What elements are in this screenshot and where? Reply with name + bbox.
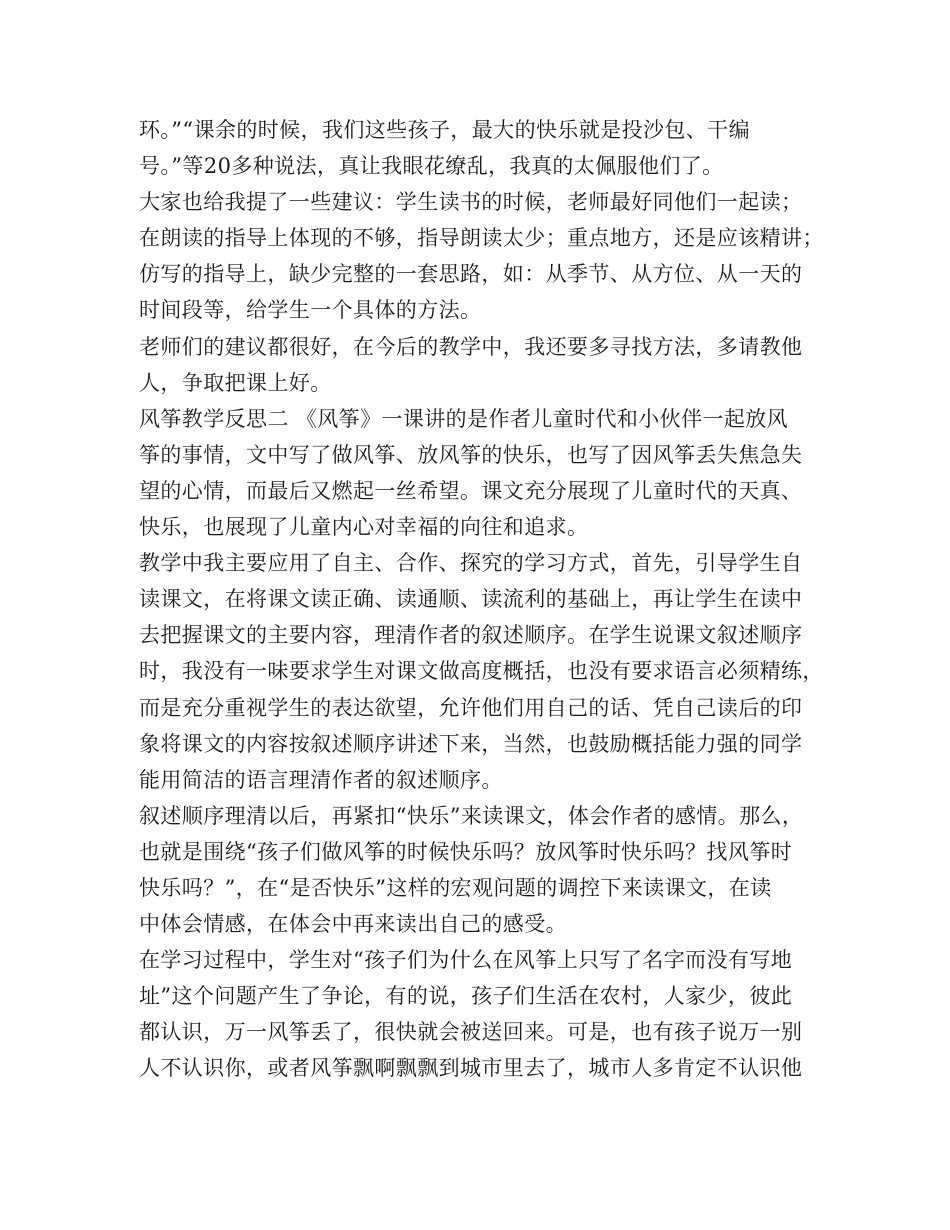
text-line: 在朗读的指导上体现的不够，指导朗读太少；重点地方，还是应该精讲； — [139, 226, 824, 251]
text-line: 环。”“课余的时候，我们这些孩子，最大的快乐就是投沙包、干编 — [139, 118, 750, 142]
body-text — [139, 112, 839, 1087]
text-line: 大家也给我提了一些建议：学生读书的时候，老师最好同他们一起读； — [139, 190, 803, 215]
text-line: 址”这个问题产生了争论，有的说，孩子们生活在农村，人家少，彼此 — [139, 984, 793, 1009]
text-line: 中体会情感，在体会中再来读出自己的感受。 — [139, 912, 567, 937]
text-line: 时，我没有一味要求学生对课文做高度概括，也没有要求语言必须精练， — [139, 659, 824, 684]
text-line: 快乐吗？”，在“是否快乐”这样的宏观问题的调控下来读课文，在读 — [139, 875, 772, 900]
text-line: 人，争取把课上好。 — [139, 370, 332, 395]
text-line: 也就是围绕“孩子们做风筝的时候快乐吗？放风筝时快乐吗？找风筝时 — [139, 839, 793, 864]
text-line: 望的心情，而最后又燃起一丝希望。课文充分展现了儿童时代的天真、 — [139, 478, 803, 503]
text-line: 人不认识你，或者风筝飘啊飘飘到城市里去了，城市人多肯定不认识他 — [139, 1056, 803, 1081]
text-line: 风筝教学反思二 《风筝》一课讲的是作者儿童时代和小伙伴一起放风 — [139, 406, 789, 431]
text-line: 筝的事情，文中写了做风筝、放风筝的快乐，也写了因风筝丢失焦急失 — [139, 442, 803, 467]
text-line: 去把握课文的主要内容，理清作者的叙述顺序。在学生说课文叙述顺序 — [139, 623, 803, 648]
text-line: 老师们的建议都很好，在今后的教学中，我还要多寻找方法，多请教他 — [139, 334, 803, 359]
text-line: 教学中我主要应用了自主、合作、探究的学习方式，首先，引导学生自 — [139, 551, 803, 576]
text-line: 而是充分重视学生的表达欲望，允许他们用自己的话、凭自己读后的印 — [139, 695, 803, 720]
text-line: 象将课文的内容按叙述顺序讲述下来，当然，也鼓励概括能力强的同学 — [139, 731, 803, 756]
text-line: 在学习过程中，学生对“孩子们为什么在风筝上只写了名字而没有写地 — [139, 948, 793, 973]
text-line: 仿写的指导上，缺少完整的一套思路，如：从季节、从方位、从一天的 — [139, 262, 803, 287]
text-line: 读课文，在将课文读正确、读通顺、读流利的基础上，再让学生在读中 — [139, 587, 803, 612]
text-line: 号。”等20多种说法，真让我眼花缭乱，我真的太佩服他们了。 — [139, 154, 724, 179]
text-line: 能用简洁的语言理清作者的叙述顺序。 — [139, 767, 503, 792]
text-line: 都认识，万一风筝丢了，很快就会被送回来。可是，也有孩子说万一别 — [139, 1020, 803, 1045]
text-line: 时间段等，给学生一个具体的方法。 — [139, 298, 482, 323]
text-line: 快乐，也展现了儿童内心对幸福的向往和追求。 — [139, 515, 589, 540]
text-line: 叙述顺序理清以后，再紧扣“快乐”来读课文，体会作者的感情。那么， — [139, 803, 804, 828]
